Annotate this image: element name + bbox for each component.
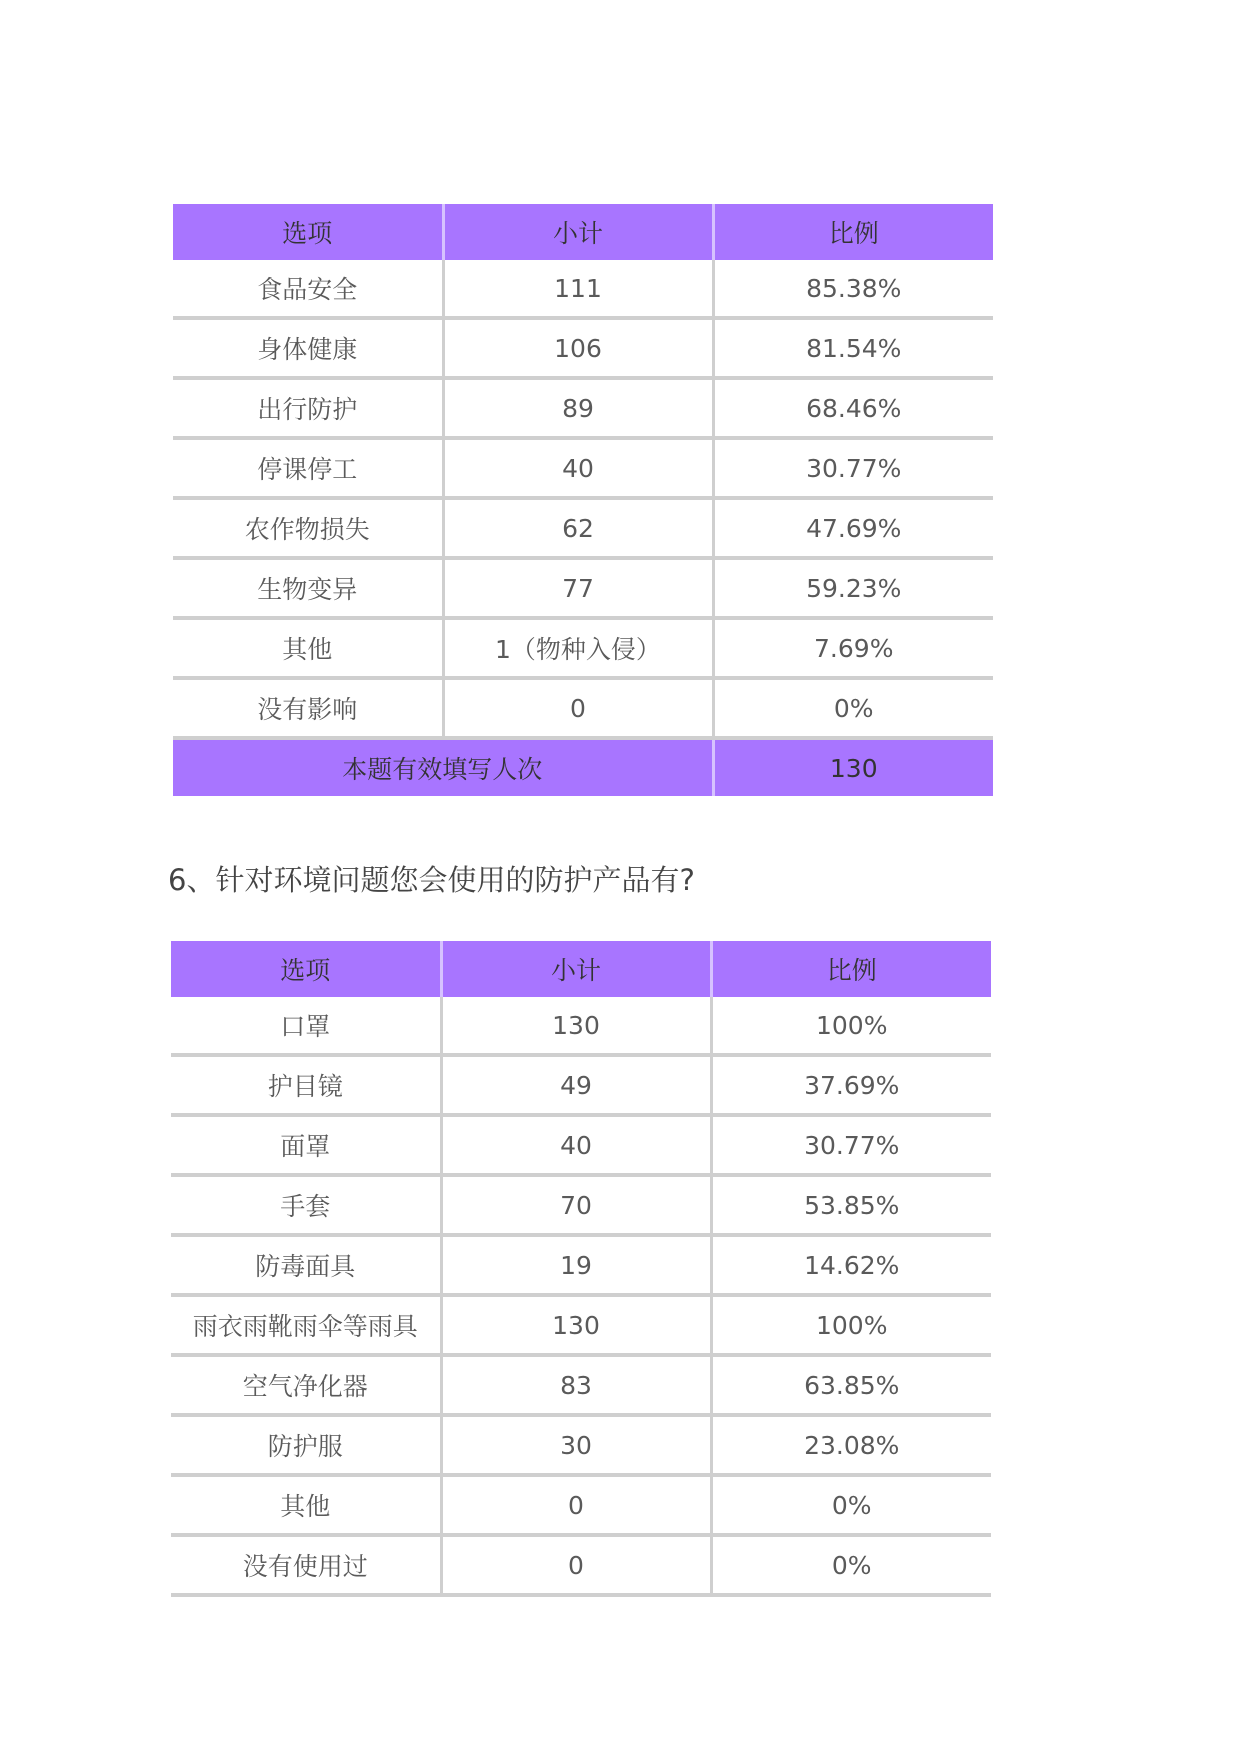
table-footer-row	[173, 738, 993, 796]
percent-cell: 30.77%	[804, 1130, 900, 1160]
percent-cell: 23.08%	[804, 1430, 900, 1460]
percent-cell: 100%	[816, 1310, 888, 1340]
total-label: 本题有效填写人次	[173, 738, 713, 796]
table-row	[173, 438, 993, 498]
count-cell: 0	[441, 1535, 711, 1595]
count-cell: 49	[441, 1055, 711, 1115]
results-table-2	[171, 941, 991, 1597]
percent-cell: 53.85%	[804, 1190, 900, 1220]
header-option: 选项	[173, 204, 443, 260]
count-cell: 70	[441, 1175, 711, 1235]
percent-cell: 59.23%	[806, 573, 902, 603]
option-cell: 面罩	[171, 1115, 441, 1175]
percent-cell: 14.62%	[804, 1250, 900, 1280]
option-cell: 身体健康	[173, 318, 443, 378]
table-row	[171, 1295, 991, 1355]
table-row	[171, 997, 991, 1055]
percent-cell: 47.69%	[806, 513, 902, 543]
percent-cell: 0%	[831, 1550, 872, 1580]
header-percent: 比例	[713, 204, 993, 260]
header-option: 选项	[171, 941, 441, 997]
question-title: 6、针对环境问题您会使用的防护产品有?	[168, 863, 695, 897]
table-row	[171, 1055, 991, 1115]
table-row	[173, 618, 993, 678]
option-cell: 护目镜	[171, 1055, 441, 1115]
option-cell: 其他	[173, 618, 443, 678]
option-cell: 生物变异	[173, 558, 443, 618]
header-count: 小计	[443, 204, 713, 260]
count-cell: 130	[441, 997, 711, 1055]
table-row	[173, 498, 993, 558]
count-cell: 62	[443, 498, 713, 558]
table-row	[173, 678, 993, 738]
table-row	[171, 1175, 991, 1235]
percent-cell: 63.85%	[804, 1370, 900, 1400]
percent-cell: 0%	[833, 693, 874, 723]
table-row	[173, 558, 993, 618]
option-cell: 防护服	[171, 1415, 441, 1475]
header-percent: 比例	[711, 941, 991, 997]
percent-cell: 30.77%	[806, 453, 902, 483]
table-row	[173, 318, 993, 378]
option-cell: 雨衣雨靴雨伞等雨具	[171, 1295, 441, 1355]
count-cell: 40	[441, 1115, 711, 1175]
option-cell: 其他	[171, 1475, 441, 1535]
count-cell: 30	[441, 1415, 711, 1475]
total-value: 130	[713, 738, 993, 796]
table-row	[173, 378, 993, 438]
option-cell: 空气净化器	[171, 1355, 441, 1415]
header-count: 小计	[441, 941, 711, 997]
count-cell: 106	[443, 318, 713, 378]
percent-cell: 68.46%	[806, 393, 902, 423]
option-cell: 防毒面具	[171, 1235, 441, 1295]
percent-cell: 37.69%	[804, 1070, 900, 1100]
count-cell: 83	[441, 1355, 711, 1415]
results-table-1	[173, 204, 993, 796]
percent-cell: 7.69%	[814, 633, 894, 663]
option-cell: 手套	[171, 1175, 441, 1235]
count-cell: 0	[443, 678, 713, 738]
percent-cell: 81.54%	[806, 333, 902, 363]
option-cell: 没有影响	[173, 678, 443, 738]
count-cell: 89	[443, 378, 713, 438]
table-row	[171, 1535, 991, 1595]
option-cell: 口罩	[171, 997, 441, 1055]
table-row	[171, 1235, 991, 1295]
table-row	[171, 1355, 991, 1415]
option-cell: 出行防护	[173, 378, 443, 438]
table-header-row	[173, 204, 993, 260]
option-cell: 停课停工	[173, 438, 443, 498]
table-row	[171, 1415, 991, 1475]
count-cell: 40	[443, 438, 713, 498]
table-row	[171, 1115, 991, 1175]
table-header-row	[171, 941, 991, 997]
option-cell: 食品安全	[173, 260, 443, 318]
table-row	[173, 260, 993, 318]
percent-cell: 100%	[816, 1010, 888, 1040]
table-row	[171, 1475, 991, 1535]
count-cell: 130	[441, 1295, 711, 1355]
option-cell: 没有使用过	[171, 1535, 441, 1595]
count-cell: 111	[443, 260, 713, 318]
option-cell: 农作物损失	[173, 498, 443, 558]
percent-cell: 0%	[831, 1490, 872, 1520]
count-cell: 77	[443, 558, 713, 618]
count-cell: 19	[441, 1235, 711, 1295]
percent-cell: 85.38%	[806, 273, 902, 303]
count-cell: 1（物种入侵）	[443, 618, 713, 678]
count-cell: 0	[441, 1475, 711, 1535]
